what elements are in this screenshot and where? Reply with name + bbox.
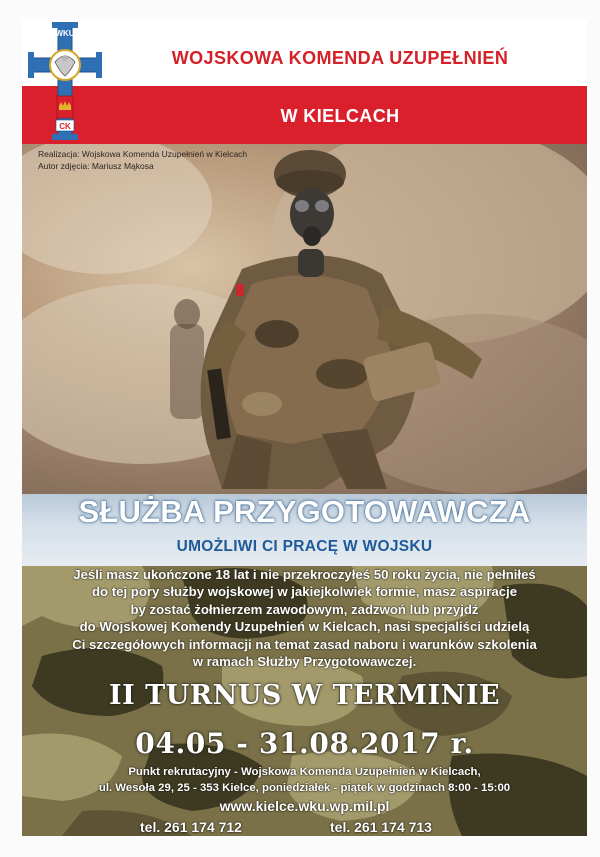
- contact-address-line1: Punkt rekrutacyjny - Wojskowa Komenda Uzupełnień w Kielcach,: [128, 766, 481, 778]
- turnus-heading: II TURNUS W TERMINIE: [108, 680, 501, 711]
- wku-emblem-icon: [28, 20, 102, 142]
- emblem-bottom-text: CK: [59, 122, 71, 131]
- info-line: Jeśli masz ukończone 18 lat i nie przekroczyłeś 50 roku życia, nie pełniłeś: [73, 567, 536, 582]
- info-line: w ramach Służby Przygotowawczej.: [192, 654, 417, 670]
- info-line: do Wojskowej Komendy Uzupełnień w Kielcach, nasi specjaliści udzielą: [79, 619, 530, 635]
- info-line: Ci szczegółowych informacji na temat zasad naboru i warunków szkolenia: [72, 636, 537, 652]
- phone-right[interactable]: tel. 261 174 713: [330, 819, 432, 835]
- info-line: do tej pory służby wojskowej w jakiejkolwiek formie, masz aspiracje: [91, 584, 518, 600]
- header-title-line2: W KIELCACH: [280, 106, 400, 126]
- turnus-dates: 04.05 - 31.08.2017 r.: [135, 727, 474, 760]
- headline: SŁUŻBA PRZYGOTOWAWCZA: [78, 494, 531, 529]
- info-paragraph: [22, 566, 587, 670]
- phone-left[interactable]: tel. 261 174 712: [140, 819, 242, 835]
- soldier-photo: [22, 144, 587, 494]
- soldier-photo-illustration: [22, 144, 587, 494]
- photo-credit-author: Autor zdjęcia: Mariusz Mąkosa: [38, 161, 154, 171]
- header-title-line1: WOJSKOWA KOMENDA UZUPEŁNIEŃ: [171, 48, 509, 68]
- emblem-top-text: WKU: [55, 29, 75, 38]
- info-line: by zostać żołnierzem zawodowym, zadzwoń lub przyjdź: [130, 601, 479, 617]
- contact-address-line2: ul. Wesoła 29, 25 - 353 Kielce, poniedziałek - piątek w godzinach 8:00 - 15:00: [98, 782, 511, 794]
- subheadline: UMOŻLIWI CI PRACĘ W WOJSKU: [176, 538, 433, 555]
- photo-credit-realizacja: Realizacja: Wojskowa Komenda Uzupełnień w Kielcach: [38, 149, 248, 159]
- website-link[interactable]: www.kielce.wku.wp.mil.pl: [219, 798, 390, 814]
